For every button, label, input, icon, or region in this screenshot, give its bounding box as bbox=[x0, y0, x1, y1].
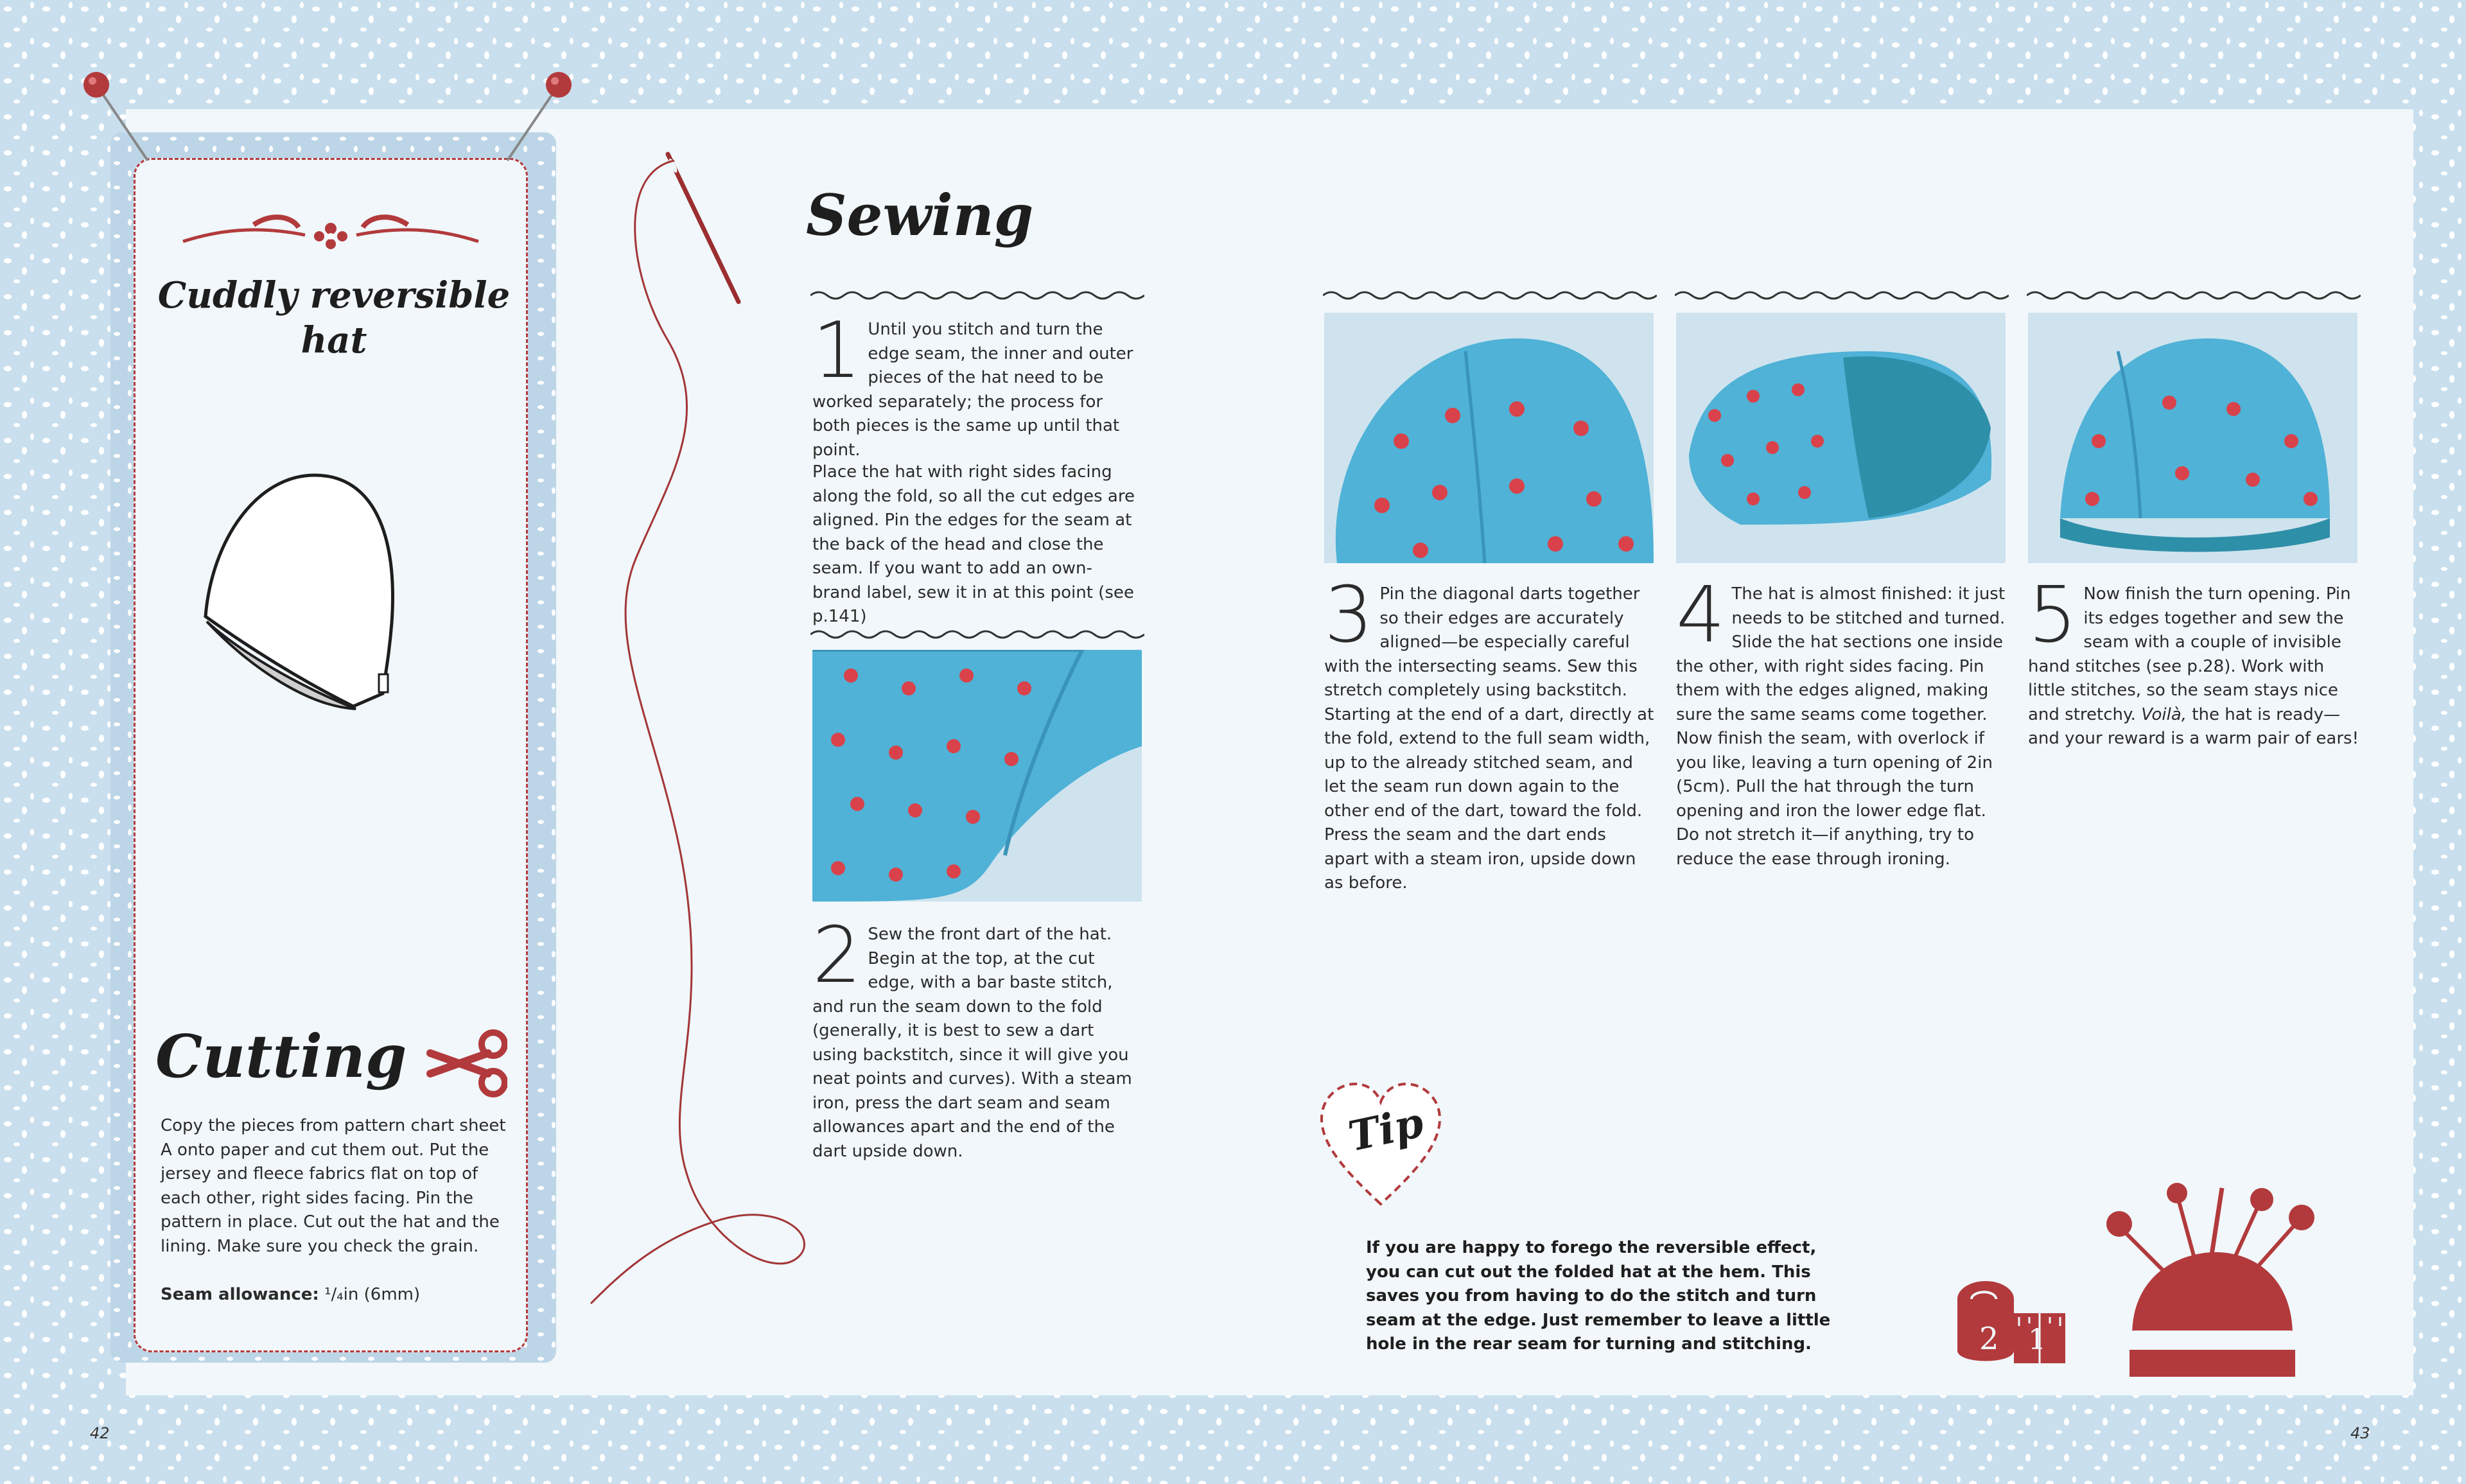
sewing-heading: Sewing bbox=[806, 182, 1034, 249]
pincushion-icon bbox=[2100, 1182, 2318, 1381]
seam-allowance-label: Seam allowance: bbox=[161, 1285, 319, 1304]
step-5-italic: Voilà, bbox=[2141, 704, 2187, 724]
page-number-left: 42 bbox=[90, 1424, 110, 1442]
step-1-number: 1 bbox=[812, 306, 862, 396]
step-3 bbox=[1324, 571, 1655, 896]
tip-label: Tip bbox=[1344, 1098, 1428, 1162]
step-1-text-2: Place the hat with right sides facing along the fold, so all the cut edges are aligned. Pin the edges for the seam at the back of the head and close the seam. If you want to add an own-brand label, sew it in at this point (see p.141) bbox=[812, 462, 1135, 626]
step-5 bbox=[2028, 571, 2359, 751]
tape-number: 1 bbox=[2028, 1323, 2046, 1356]
seam-allowance-line bbox=[161, 1283, 507, 1307]
wave-divider bbox=[2027, 289, 2361, 302]
page-number-right: 43 bbox=[2350, 1424, 2370, 1442]
step-4-photo bbox=[1676, 313, 2006, 563]
step-5-text-b: the hat is ready—and your reward is a warm pair of ears! bbox=[2028, 704, 2359, 748]
step-4-number: 4 bbox=[1676, 571, 1726, 660]
wave-divider bbox=[1675, 289, 2009, 302]
step-1 bbox=[812, 306, 1140, 462]
pin-icon bbox=[77, 64, 167, 173]
step-5-number: 5 bbox=[2028, 571, 2077, 660]
tape-number: 2 bbox=[1979, 1321, 1999, 1357]
ornament-icon bbox=[177, 205, 485, 257]
step-2-photo bbox=[812, 650, 1142, 902]
step-5-text-a: Now finish the turn opening. Pin its edges together and sew the seam with a couple of invisible hand stitches (see p.28). Work with little stitches, so the seam stays nice and stretchy. bbox=[2028, 584, 2351, 724]
project-title: Cuddly reversible hat bbox=[157, 274, 511, 362]
hat-illustration bbox=[193, 462, 424, 719]
tip-text: If you are happy to forego the reversible effect, you can cut out the folded hat at the hem. This saves you from having to do the stitch and turn seam at the edge. Just remember to leave a little hole in the rear seam for turning and stitching. bbox=[1366, 1238, 1831, 1354]
cutting-text: Copy the pieces from pattern chart sheet A onto paper and cut them out. Put the jersey and fleece fabrics flat on top of each other, right sides facing. Pin the pattern in place. Cut out the hat and the lining. Make sure you check the grain. bbox=[161, 1116, 506, 1256]
step-5-photo bbox=[2028, 313, 2357, 563]
wave-divider bbox=[810, 628, 1144, 641]
step-2 bbox=[812, 911, 1140, 1164]
step-3-text: Pin the diagonal darts together so their edges are accurately aligned—be especially careful with the intersecting seams. Sew this stretch completely using backstitch. Starting at the end of a dart, directly at the fold, extend to the full seam width, up to the already stitched seam, and let the seam run down again to the other end of the dart, toward the fold. Press the seam and the dart ends apart with a steam iron, upside down as before. bbox=[1324, 584, 1654, 893]
pin-icon bbox=[488, 64, 578, 173]
scissors-icon bbox=[424, 1027, 507, 1098]
cutting-heading: Cutting bbox=[155, 1022, 407, 1091]
step-4 bbox=[1676, 571, 2007, 871]
step-2-number: 2 bbox=[812, 911, 862, 1000]
step-4-text: The hat is almost finished: it just needs to be stitched and turned. Slide the hat sections one inside the other, with right sides facing. Pin them with the edges aligned, making sure the same seams come together. Now finish the seam, with overlock if you like, leaving a turn opening of 2in (5cm). Pull the hat through the turn opening and iron the lower edge flat. Do not stretch it—if anything, try to reduce the ease through ironing. bbox=[1676, 584, 2006, 869]
step-2-text: Sew the front dart of the hat. Begin at the top, at the cut edge, with a bar baste stitch, and run the seam down to the fold (generally, it is best to sew a dart using backstitch, since it will give you neat points and curves). With a steam iron, press the dart seam and seam allowances apart and the end of the dart upside down. bbox=[812, 925, 1132, 1161]
tape-measure-icon bbox=[1952, 1275, 2068, 1371]
seam-allowance-value: ¹/₄in (6mm) bbox=[324, 1285, 421, 1304]
step-1-text: Until you stitch and turn the edge seam, the inner and outer pieces of the hat need to be worked separately; the process for both pieces is the same up until that point. bbox=[812, 320, 1133, 460]
wave-divider bbox=[810, 289, 1144, 302]
step-3-number: 3 bbox=[1324, 571, 1374, 660]
wave-divider bbox=[1323, 289, 1657, 302]
step-3-photo bbox=[1324, 313, 1654, 563]
